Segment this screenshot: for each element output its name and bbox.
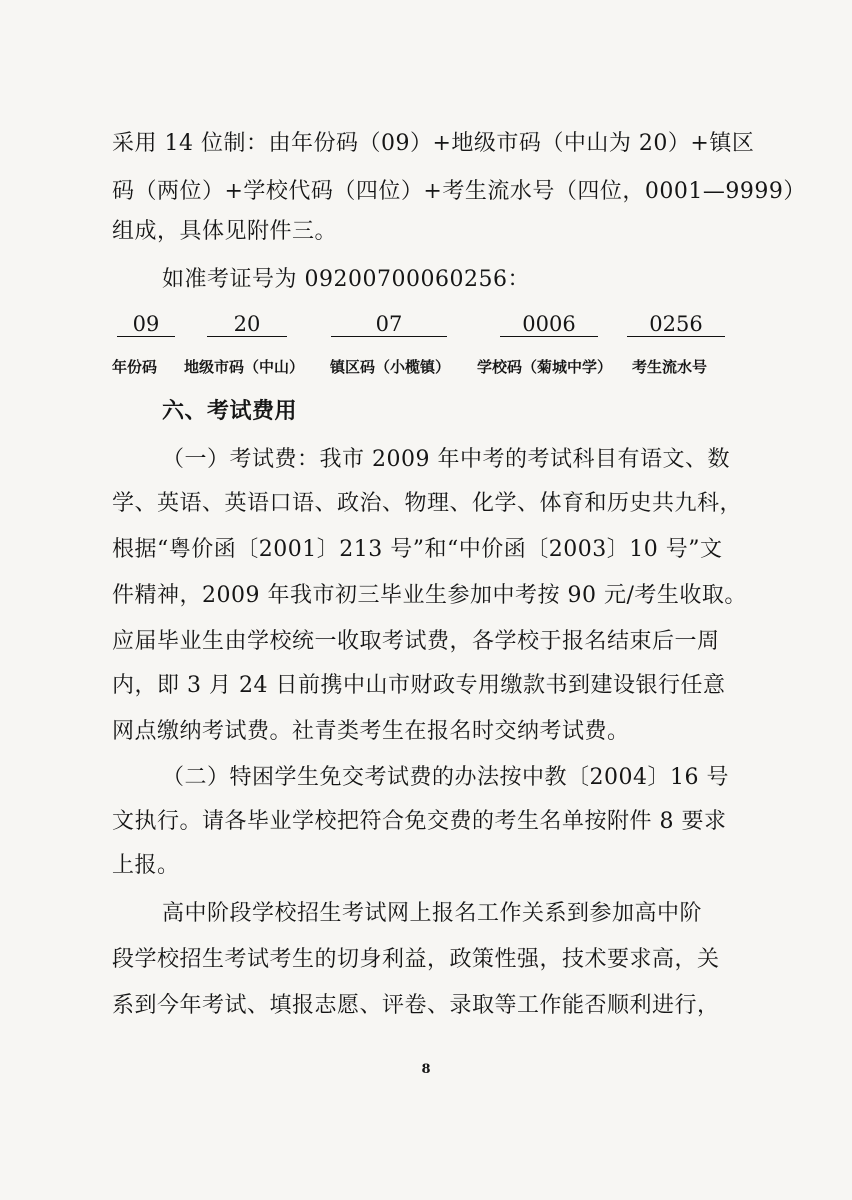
paragraph-line: 系到今年考试、填报志愿、评卷、录取等工作能否顺利进行，: [112, 993, 720, 1018]
code-town: 07: [331, 312, 447, 337]
paragraph-line: （二）特困学生免交考试费的办法按中教〔2004〕16 号: [162, 765, 729, 790]
paragraph-line: 根据“粤价函〔2001〕213 号”和“中价函〔2003〕10 号”文: [112, 537, 723, 562]
section-heading: 六、考试费用: [162, 399, 298, 424]
paragraph-line: 组成，具体见附件三。: [112, 219, 338, 244]
code-city: 20: [207, 312, 287, 337]
paragraph-line: 内，即 3 月 24 日前携中山市财政专用缴款书到建设银行任意: [112, 673, 726, 698]
code-year: 09: [117, 312, 175, 337]
code-school: 0006: [500, 312, 598, 337]
label-year: 年份码: [112, 358, 158, 376]
example-intro: 如准考证号为 09200700060256：: [162, 267, 530, 292]
label-town: 镇区码（小榄镇）: [330, 358, 451, 376]
paragraph-line: 网点缴纳考试费。社青类考生在报名时交纳考试费。: [112, 719, 630, 744]
paragraph-line: 上报。: [112, 853, 180, 878]
paragraph-line: 件精神，2009 年我市初三毕业生参加中考按 90 元/考生收取。: [112, 583, 747, 608]
code-serial: 0256: [627, 312, 725, 337]
paragraph-line: 采用 14 位制：由年份码（09）+地级市码（中山为 20）+镇区: [112, 131, 755, 156]
paragraph-line: 码（两位）+学校代码（四位）+考生流水号（四位，0001—9999）: [112, 179, 806, 204]
paragraph-line: 学、英语、英语口语、政治、物理、化学、体育和历史共九科，: [112, 491, 743, 516]
paragraph-line: 应届毕业生由学校统一收取考试费，各学校于报名结束后一周: [112, 629, 720, 654]
page-number: 8: [421, 1062, 431, 1077]
label-serial: 考生流水号: [632, 358, 708, 376]
label-school: 学校码（菊城中学）: [477, 358, 613, 376]
label-city: 地级市码（中山）: [184, 358, 305, 376]
paragraph-line: 高中阶段学校招生考试网上报名工作关系到参加高中阶: [162, 901, 703, 926]
paragraph-line: 段学校招生考试考生的切身利益，政策性强，技术要求高，关: [112, 947, 720, 972]
paragraph-line: 文执行。请各毕业学校把符合免交费的考生名单按附件 8 要求: [112, 809, 727, 834]
example-code-row: [0, 312, 852, 338]
paragraph-line: （一）考试费：我市 2009 年中考的考试科目有语文、数: [162, 447, 730, 472]
